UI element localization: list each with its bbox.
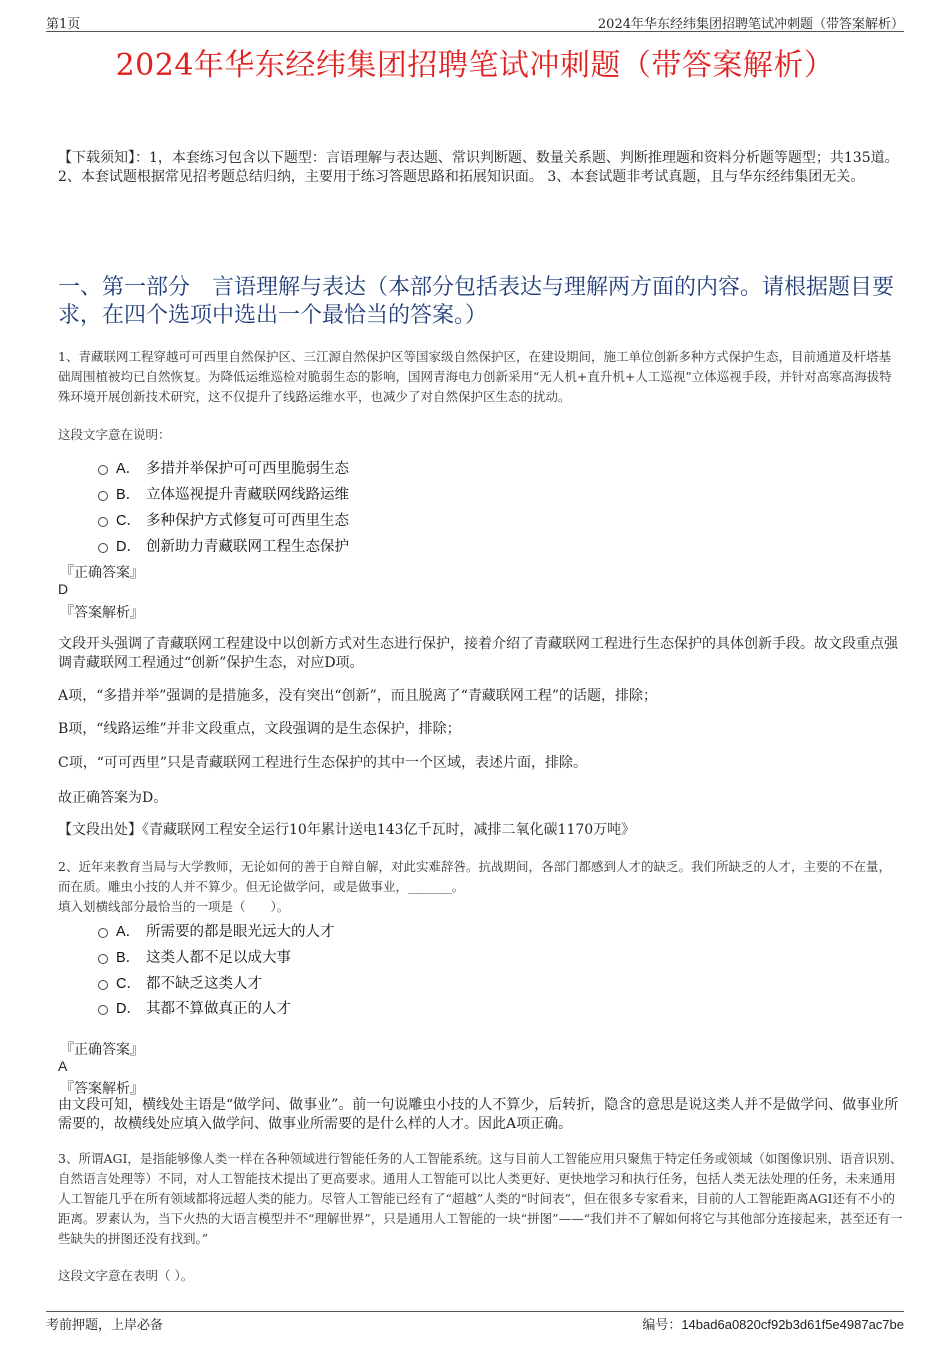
radio-icon[interactable] (98, 517, 108, 527)
footer-code-label: 编号： (642, 1318, 682, 1333)
footer-code-value: 14bad6a0820cf92b3d61f5e4987ac7be (681, 1317, 904, 1332)
question-1-prompt: 这段文字意在说明： (58, 427, 171, 442)
radio-icon[interactable] (98, 491, 108, 501)
radio-icon[interactable] (98, 543, 108, 553)
radio-icon[interactable] (98, 954, 108, 964)
question-2-option-d[interactable]: D． 其都不算做真正的人才 (98, 997, 291, 1018)
question-2-option-a[interactable]: A． 所需要的都是眼光远大的人才 (98, 920, 335, 941)
radio-icon[interactable] (98, 1005, 108, 1015)
question-1-option-c[interactable]: C． 多种保护方式修复可可西里生态 (98, 509, 349, 530)
question-1-source: 【文段出处】《青藏联网工程安全运行10年累计送电143亿千瓦时，减排二氧化碳1170万吨》 (58, 822, 636, 838)
footer-divider (46, 1311, 904, 1312)
question-1-analysis-para: C项，“可可西里”只是青藏联网工程进行生态保护的其中一个区域，表述片面，排除。 (58, 755, 588, 771)
question-1-text: 1、青藏联网工程穿越可可西里自然保护区、三江源自然保护区等国家级自然保护区，在建设期间，施工单位创新多种方式保护生态，目前通道及杆塔基础周围植被均已自然恢复。为降低运维巡检对脆弱生态的影响，国网青海电力创新采用“无人机+直升机+人工巡视”立体巡视手段，并针对高寒高海拔特殊环境开展创新技术研究，这不仅提升了线路运维水平，也减少了对自然保护区生态的扰动。 (58, 349, 892, 404)
question-1-option-d[interactable]: D． 创新助力青藏联网工程生态保护 (98, 535, 349, 556)
page-number: 第1页 (46, 17, 81, 32)
page-title: 2024年华东经纬集团招聘笔试冲刺题（带答案解析） (115, 48, 835, 83)
question-2-answer-label: 『正确答案』 (60, 1042, 144, 1058)
radio-icon[interactable] (98, 980, 108, 990)
question-2-text: 2、近年来教育当局与大学教师，无论如何的善于自辩自解，对此实难辞咎。抗战期间，各部门都感到人才的缺乏。我们所缺乏的人才，主要的不在量，而在质。雕虫小技的人并不算少。但无论做学问，或是做事业，_______。 (58, 859, 891, 894)
download-notice: 【下载须知】：1，本套练习包含以下题型：言语理解与表达题、常识判断题、数量关系题、判断推理题和资料分析题等题型；共135道。 2、本套试题根据常见招考题总结归纳，主要用于练习答题思路和拓展知识面。 3、本套试题非考试真题，且与华东经纬集团无关。 (58, 150, 899, 185)
question-1-option-a[interactable]: A． 多措并举保护可可西里脆弱生态 (98, 457, 349, 478)
question-2-analysis-label: 『答案解析』 (60, 1081, 144, 1097)
question-2-option-c[interactable]: C． 都不缺乏这类人才 (98, 972, 262, 993)
question-3-prompt: 这段文字意在表明（ ）。 (58, 1268, 194, 1283)
header-divider (46, 31, 904, 32)
question-1-analysis-para: 故正确答案为D。 (58, 790, 168, 806)
question-1-answer: D (58, 581, 69, 597)
question-1-analysis-para: B项，“线路运维”并非文段重点，文段强调的是生态保护，排除； (58, 721, 461, 737)
question-1-analysis-label: 『答案解析』 (60, 605, 144, 621)
radio-icon[interactable] (98, 928, 108, 938)
question-2-analysis: 由文段可知，横线处主语是“做学问、做事业”。前一句说雕虫小技的人不算少，后转折，隐含的意思是说这类人并不是做学问、做事业所需要的，故横线处应填入做学问、做事业所需要的是什么样的人才。因此A项正确。 (58, 1097, 899, 1132)
radio-icon[interactable] (98, 465, 108, 475)
question-1-analysis-para: 文段开头强调了青藏联网工程建设中以创新方式对生态进行保护，接着介绍了青藏联网工程进行生态保护的具体创新手段。故文段重点强调青藏联网工程通过“创新”保护生态，对应D项。 (58, 636, 898, 671)
header-doc-title: 2024年华东经纬集团招聘笔试冲刺题（带答案解析） (597, 17, 904, 32)
section-heading: 一、第一部分 言语理解与表达（本部分包括表达与理解两方面的内容。请根据题目要求，在四个选项中选出一个最恰当的答案。） (58, 275, 895, 328)
question-2-option-b[interactable]: B． 这类人都不足以成大事 (98, 946, 291, 967)
question-1-analysis-para: A项，“多措并举”强调的是措施多，没有突出“创新”，而且脱离了“青藏联网工程”的话题，排除； (58, 688, 658, 704)
question-1-answer-label: 『正确答案』 (60, 565, 144, 581)
question-2-answer: A (58, 1058, 68, 1074)
footer-slogan: 考前押题，上岸必备 (46, 1318, 164, 1333)
question-3-text: 3、所谓AGI，是指能够像人类一样在各种领域进行智能任务的人工智能系统。这与目前人工智能应用只聚焦于特定任务或领域（如图像识别、语音识别、自然语言处理等）不同，对人工智能技术提出了更高要求。通用人工智能可以比人类更好、更快地学习和执行任务，包括人类无法处理的任务，未来通用人工智能几乎在所有领域都将远超人类的能力。尽管人工智能已经有了“超越”人类的“时间表”，但在很多专家看来，目前的人工智能距离AGI还有不小的距离。罗素认为，当下火热的大语言模型并不“理解世界”，只是通用人工智能的一块“拼图”——“我们并不了解如何将它与其他部分连接起来，甚至还有一些缺失的拼图还没有找到。” (58, 1151, 903, 1246)
question-1-option-b[interactable]: B． 立体巡视提升青藏联网线路运维 (98, 483, 349, 504)
question-2-prompt: 填入划横线部分最恰当的一项是（ ）。 (58, 899, 290, 914)
footer-code (642, 1314, 904, 1333)
